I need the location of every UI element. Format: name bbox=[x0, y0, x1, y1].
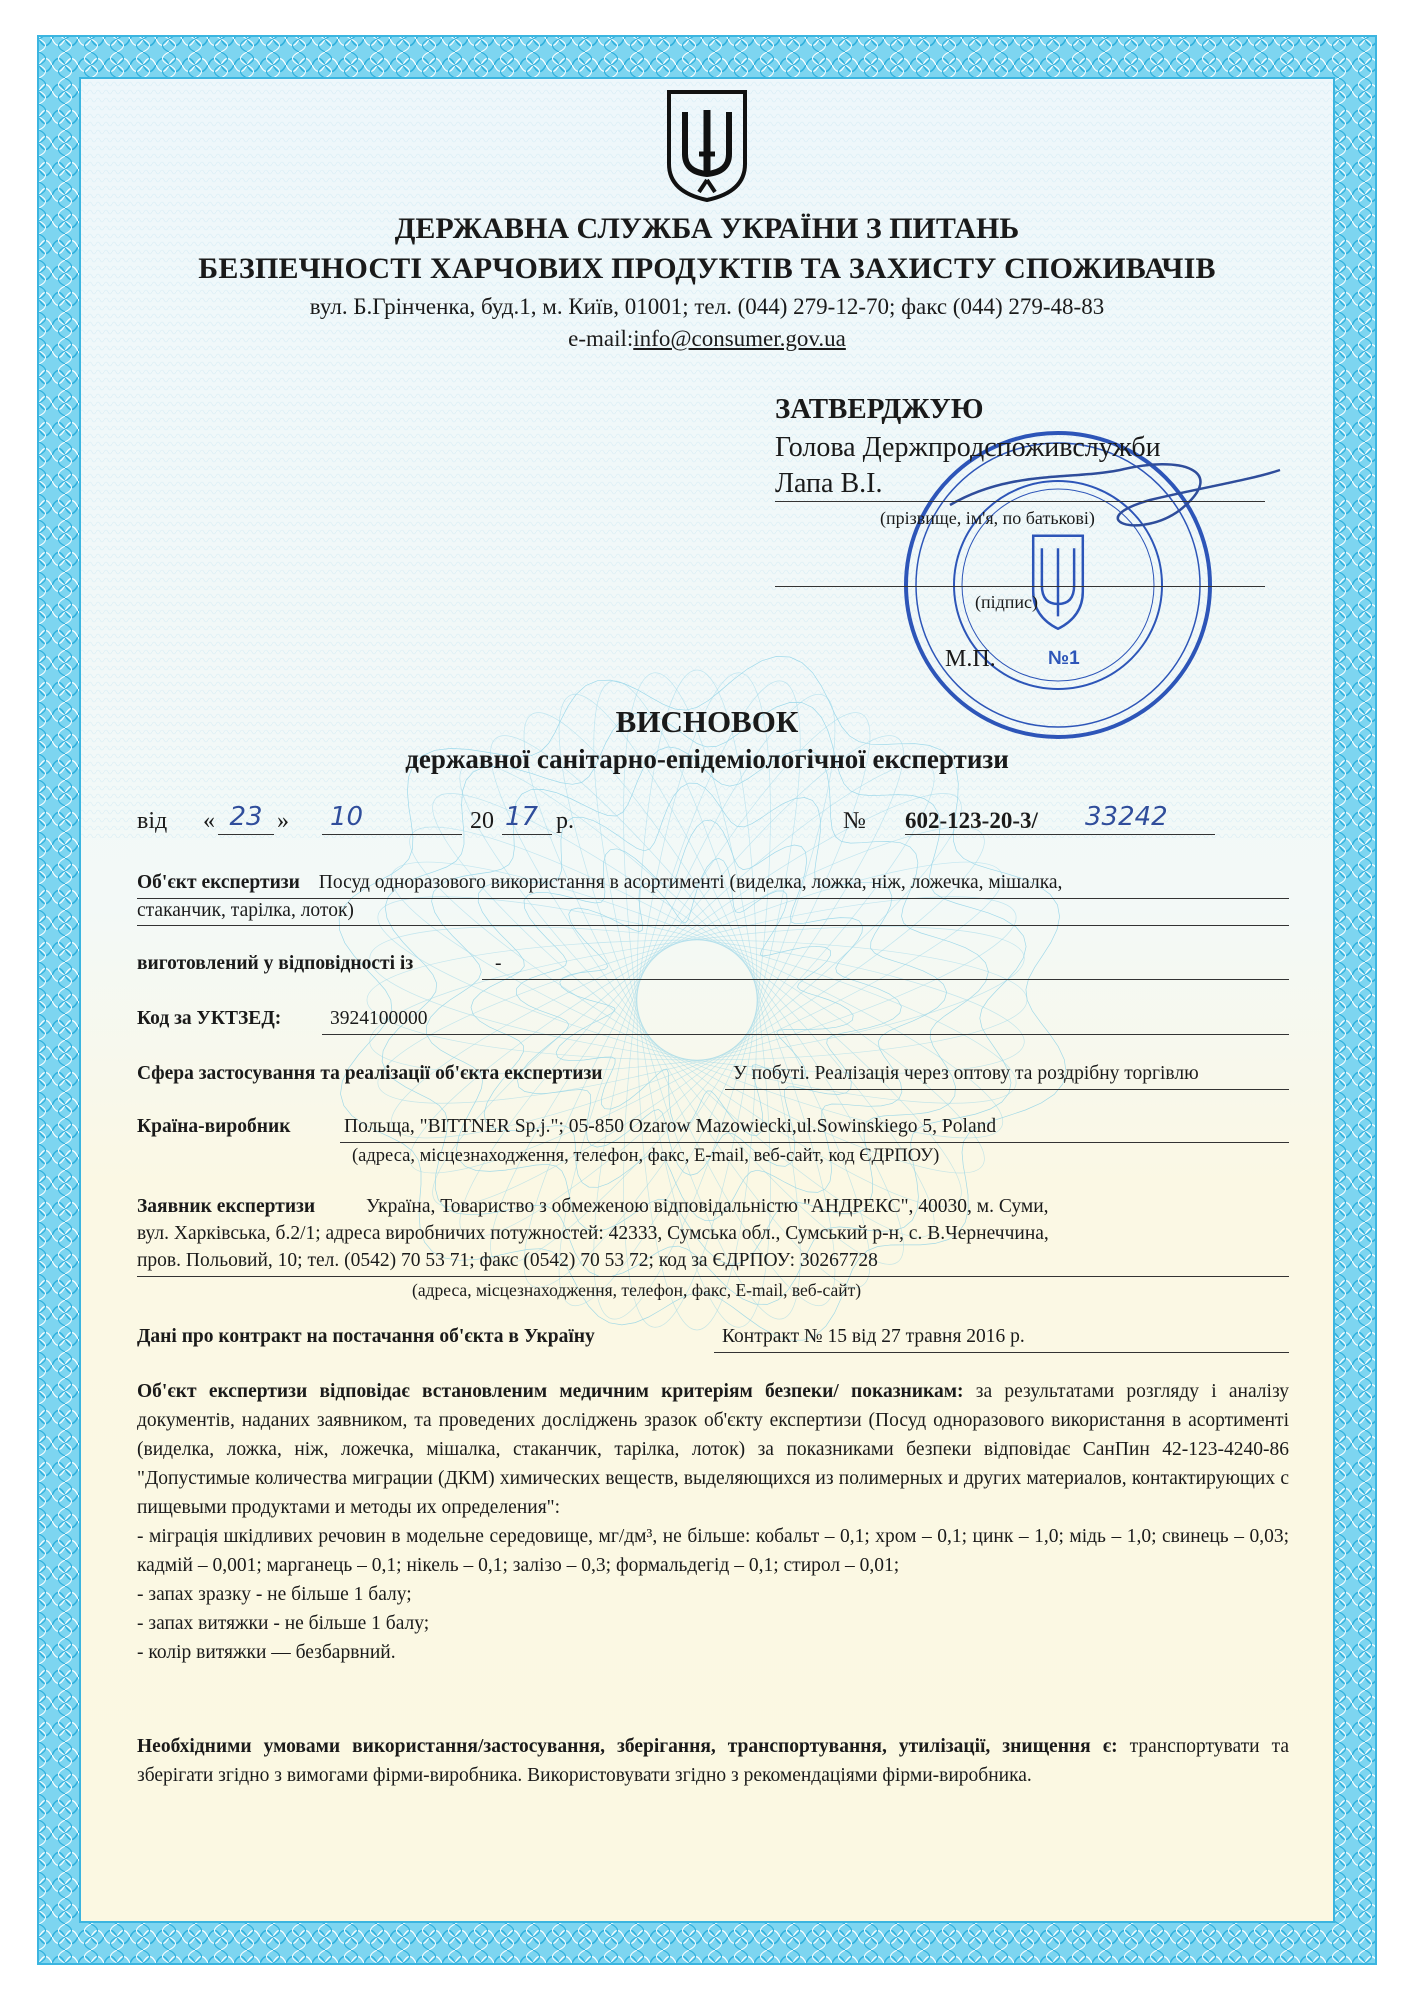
approval-name-caption: (прізвище, ім'я, по батькові) bbox=[880, 508, 1095, 528]
country-value: Польща, "BITTNER Sp.j."; 05-850 Ozarow Mazowiecki,ul.Sowinskiego 5, Poland bbox=[344, 1116, 997, 1137]
applicant-line bbox=[137, 1276, 1289, 1277]
object-label: Об'єкт експертизи bbox=[137, 872, 300, 893]
date-year-suffix: 17 bbox=[505, 802, 539, 832]
date-from-label: від bbox=[137, 808, 168, 834]
scope-line bbox=[725, 1089, 1289, 1090]
conclusion-paragraph bbox=[137, 1377, 1289, 1522]
applicant-label: Заявник експертизи bbox=[137, 1196, 316, 1217]
document-subtitle: державної санітарно-епідеміологічної експертизи bbox=[405, 744, 1009, 774]
conclusion-lead: Об'єкт експертизи відповідає встановленим медичним критеріям безпеки/ показникам: bbox=[137, 1381, 964, 1402]
date-day-line bbox=[218, 834, 274, 835]
country-caption: (адреса, місцезнаходження, телефон, факс, E-mail, веб-сайт, код ЄДРПОУ) bbox=[352, 1146, 940, 1166]
agency-address: вул. Б.Грінченка, буд.1, м. Київ, 01001; тел. (044) 279-12-70; факс (044) 279-48-83 bbox=[309, 294, 1105, 319]
date-year-prefix: 20 bbox=[470, 808, 494, 834]
applicant-line2: вул. Харківська, б.2/1; адреса виробничих потужностей: 42333, Сумська обл., Сумський р-н, с. В.Чернеччина, bbox=[137, 1223, 1049, 1244]
contract-line bbox=[714, 1352, 1289, 1353]
conclusion-text: за результатами розгляду і аналізу документів, наданих заявником, та проведених досліджень зразок об'єкту експертизи (Посуд одноразового використання в асортименті (виделка, ложка, ніж, ложечка, мішалка, стаканчик, тарілка, лоток) за показниками безпеки відповідає СанПин 42-123-4240-86 "Допустимые количества миграции (ДКМ) химических веществ, выделяющихся из полимерных и других материалов, контактирующих с пищевыми продуктами и методы их определения": bbox=[137, 1381, 1289, 1518]
date-year-unit: р. bbox=[556, 808, 574, 834]
object-line1 bbox=[137, 898, 1289, 899]
approval-name-line bbox=[775, 501, 1265, 502]
date-open-quote: « bbox=[203, 808, 215, 834]
country-label: Країна-виробник bbox=[137, 1116, 291, 1137]
made-by-line bbox=[482, 979, 1289, 980]
approval-name: Лапа В.І. bbox=[775, 468, 883, 499]
code-line bbox=[322, 1034, 1289, 1035]
document-title: ВИСНОВОК bbox=[615, 704, 799, 739]
agency-name-line1: ДЕРЖАВНА СЛУЖБА УКРАЇНИ З ПИТАНЬ bbox=[394, 212, 1020, 245]
scope-label: Сфера застосування та реалізації об'єкта експертизи bbox=[137, 1063, 603, 1084]
email-link[interactable]: info@consumer.gov.ua bbox=[633, 326, 846, 351]
email-label: e-mail: bbox=[568, 326, 634, 351]
object-line2 bbox=[137, 925, 1289, 926]
contract-value: Контракт № 15 від 27 травня 2016 р. bbox=[722, 1326, 1025, 1347]
date-year-line bbox=[502, 834, 552, 835]
conditions-paragraph bbox=[137, 1732, 1289, 1790]
agency-email-row bbox=[80, 326, 1334, 352]
approval-position: Голова Держпродспоживслужби bbox=[775, 432, 1161, 463]
conclusion-item-4: - колір витяжки — безбарвний. bbox=[137, 1642, 396, 1663]
approval-signature-caption: (підпис) bbox=[975, 592, 1039, 612]
date-month: 10 bbox=[330, 802, 364, 832]
trident-icon bbox=[663, 88, 751, 204]
made-by-value: - bbox=[495, 953, 502, 974]
country-line bbox=[340, 1142, 1289, 1143]
date-close-quote: » bbox=[277, 808, 289, 834]
applicant-line3: пров. Польовий, 10; тел. (0542) 70 53 71; факс (0542) 70 53 72; код за ЄДРПОУ: 30267728 bbox=[137, 1250, 878, 1271]
approval-title: ЗАТВЕРДЖУЮ bbox=[775, 393, 984, 425]
conclusion-item-1: - міграція шкідливих речовин в модельне середовище, мг/дм³, не більше: кобальт – 0,1; хром – 0,1; цинк – 1,0; мідь – 1,0; свинець – 0,03; кадмій – 0,001; марганець – 0,1; нікель – 0,1; залізо – 0,3; формальдегід – 0,1; стирол – 0,01; bbox=[137, 1526, 1289, 1576]
conclusion-item-3: - запах витяжки - не більше 1 балу; bbox=[137, 1613, 430, 1634]
object-value-line1: Посуд одноразового використання в асортименті (виделка, ложка, ніж, ложечка, мішалка, bbox=[318, 872, 1063, 893]
conditions-text: транспортувати та зберігати згідно з вимогами фірми-виробника. Використовувати згідно з рекомендаціями фірми-виробника. bbox=[137, 1736, 1289, 1786]
made-by-label: виготовлений у відповідності із bbox=[137, 953, 414, 974]
agency-name-line2: БЕЗПЕЧНОСТІ ХАРЧОВИХ ПРОДУКТІВ ТА ЗАХИСТУ СПОЖИВАЧІВ bbox=[198, 252, 1216, 285]
object-value-line2: стаканчик, тарілка, лоток) bbox=[137, 900, 354, 921]
code-value: 3924100000 bbox=[330, 1008, 428, 1029]
number-printed: 602-123-20-3/ bbox=[905, 808, 1038, 833]
applicant-line1: Україна, Товариство з обмеженою відповідальністю "АНДРЕКС", 40030, м. Суми, bbox=[366, 1196, 1049, 1217]
number-line bbox=[905, 834, 1215, 835]
stamp-number: №1 bbox=[1048, 648, 1080, 669]
seal-label: М.П. bbox=[945, 646, 996, 672]
scope-value: У побуті. Реалізація через оптову та роздрібну торгівлю bbox=[733, 1063, 1199, 1084]
conclusion-item-2: - запах зразку - не більше 1 балу; bbox=[137, 1584, 412, 1605]
applicant-caption: (адреса, місцезнаходження, телефон, факс, E-mail, веб-сайт) bbox=[412, 1280, 862, 1300]
number-label: № bbox=[843, 808, 866, 834]
number-handwritten: 33242 bbox=[1085, 802, 1168, 832]
object-row bbox=[137, 872, 1062, 894]
code-label: Код за УКТЗЕД: bbox=[137, 1008, 282, 1029]
approval-signature-line bbox=[775, 586, 1265, 587]
conditions-lead: Необхідними умовами використання/застосування, зберігання, транспортування, утилізації, знищення є: bbox=[137, 1736, 1118, 1757]
conditions-block bbox=[137, 1732, 1289, 1790]
conclusion-block bbox=[137, 1377, 1289, 1667]
applicant-row1 bbox=[137, 1196, 1049, 1218]
contract-label: Дані про контракт на постачання об'єкта в Україну bbox=[137, 1326, 595, 1347]
date-month-line bbox=[322, 834, 462, 835]
date-day: 23 bbox=[229, 802, 263, 832]
